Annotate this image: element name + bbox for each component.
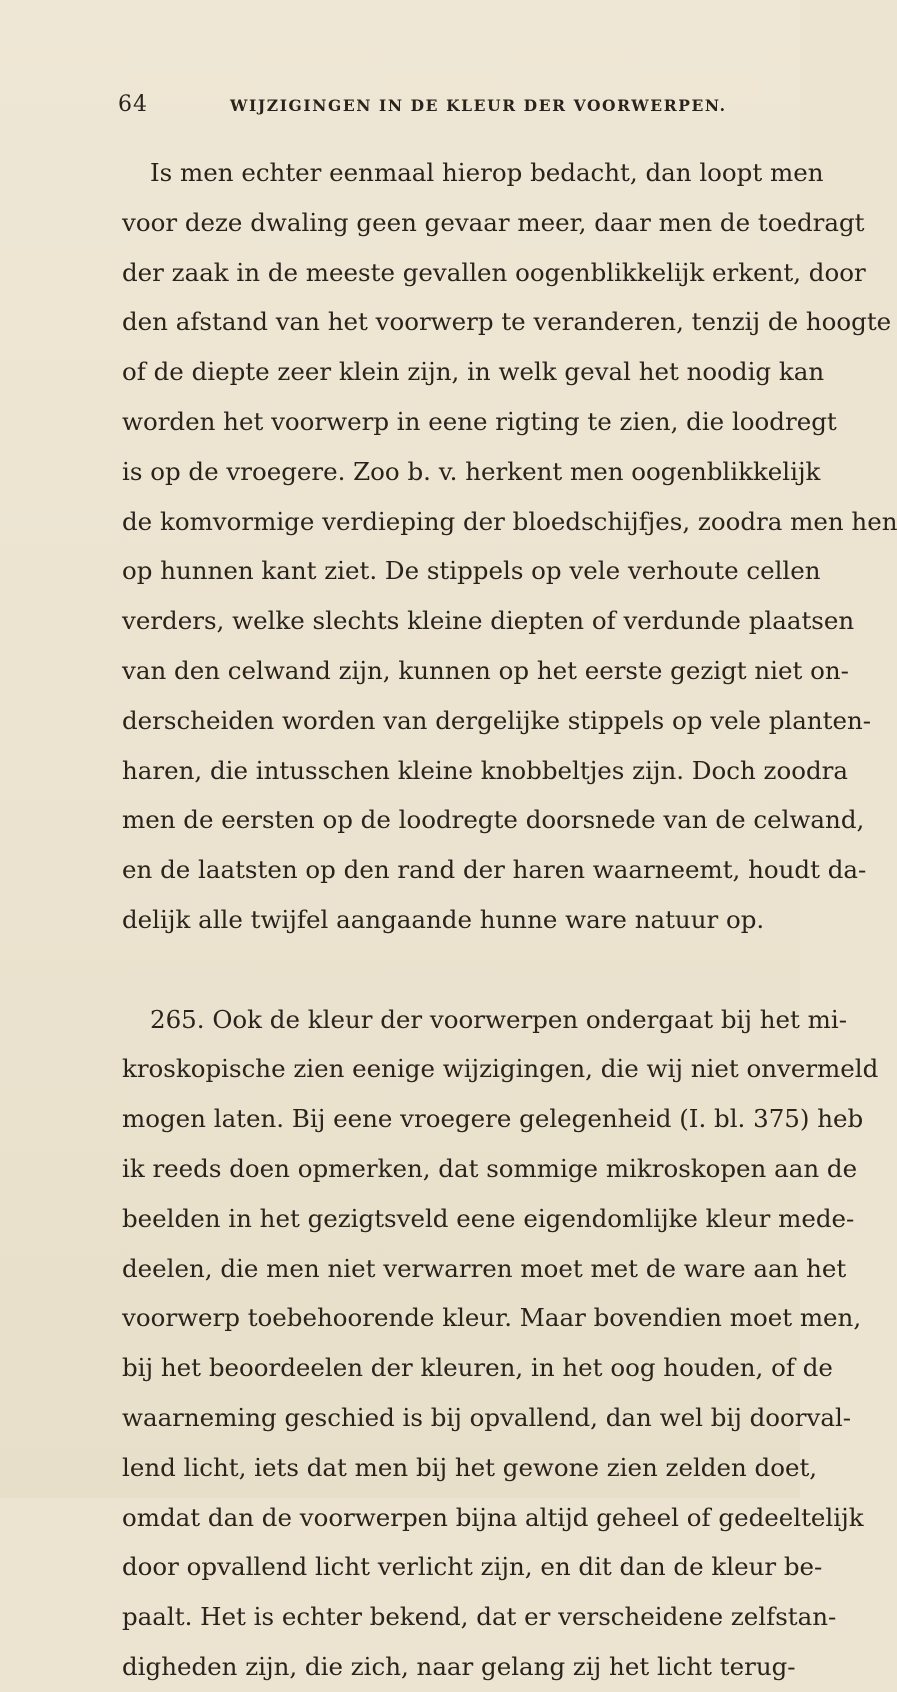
paragraph-spacer [122,945,762,995]
text-line: derscheiden worden van dergelijke stippels op vele planten- [122,705,872,735]
text-line: men de eersten op de loodregte doorsnede van de celwand, [122,805,865,835]
text-line: kroskopische zien eenige wijzigingen, die wij niet onvermeld [122,1054,879,1084]
text-line: lend licht, iets dat men bij het gewone zien zelden doet, [122,1452,818,1482]
text-line: voorwerp toebehoorende kleur. Maar bovendien moet men, [122,1303,862,1333]
text-line: bij het beoordeelen der kleuren, in het oog houden, of de [122,1353,833,1383]
text-line: of de diepte zeer klein zijn, in welk geval het noodig kan [122,357,825,387]
text-line: mogen laten. Bij eene vroegere gelegenheid (I. bl. 375) heb [122,1104,864,1134]
page-header [118,92,738,122]
paragraph-2 [122,995,879,1692]
text-line: voor deze dwaling geen gevaar meer, daar men de toedragt [122,207,865,237]
text-line: der zaak in de meeste gevallen oogenblikkelijk erkent, door [122,257,866,287]
text-line: den afstand van het voorwerp te veranderen, tenzij de hoogte [122,307,892,337]
text-line: door opvallend licht verlicht zijn, en dit dan de kleur be- [122,1552,823,1582]
text-line: ik reeds doen opmerken, dat sommige mikroskopen aan de [122,1153,858,1183]
text-line: omdat dan de voorwerpen bijna altijd geheel of gedeeltelijk [122,1502,864,1532]
text-line: waarneming geschied is bij opvallend, dan wel bij doorval- [122,1402,852,1432]
paragraph-1 [122,148,897,945]
text-line: op hunnen kant ziet. De stippels op vele verhoute cellen [122,556,821,586]
text-line: en de laatsten op den rand der haren waarneemt, houdt da- [122,855,867,885]
text-line: van den celwand zijn, kunnen op het eerste gezigt niet on- [122,655,849,685]
text-line: beelden in het gezigtsveld eene eigendomlijke kleur mede- [122,1203,855,1233]
body-text [122,148,897,1692]
text-line: delijk alle twijfel aangaande hunne ware natuur op. [122,904,765,934]
text-line: 265. Ook de kleur der voorwerpen ondergaat bij het mi- [150,1004,848,1034]
text-line: Is men echter eenmaal hierop bedacht, dan loopt men [150,158,824,187]
page-number: 64 [118,92,148,117]
text-line: paalt. Het is echter bekend, dat er verscheidene zelfstan- [122,1602,837,1632]
text-line: verders, welke slechts kleine diepten of verdunde plaatsen [122,606,855,636]
running-title: WIJZIGINGEN IN DE KLEUR DER VOORWERPEN. [230,96,727,115]
text-line: deelen, die men niet verwarren moet met de ware aan het [122,1253,847,1283]
text-line: worden het voorwerp in eene rigting te zien, die loodregt [122,406,837,436]
text-line: is op de vroegere. Zoo b. v. herkent men oogenblikkelijk [122,456,821,486]
text-line: haren, die intusschen kleine knobbeltjes zijn. Doch zoodra [122,755,848,785]
text-line: digheden zijn, die zich, naar gelang zij het licht terug- [122,1651,796,1681]
text-line: de komvormige verdieping der bloedschijfjes, zoodra men hen [122,506,897,536]
